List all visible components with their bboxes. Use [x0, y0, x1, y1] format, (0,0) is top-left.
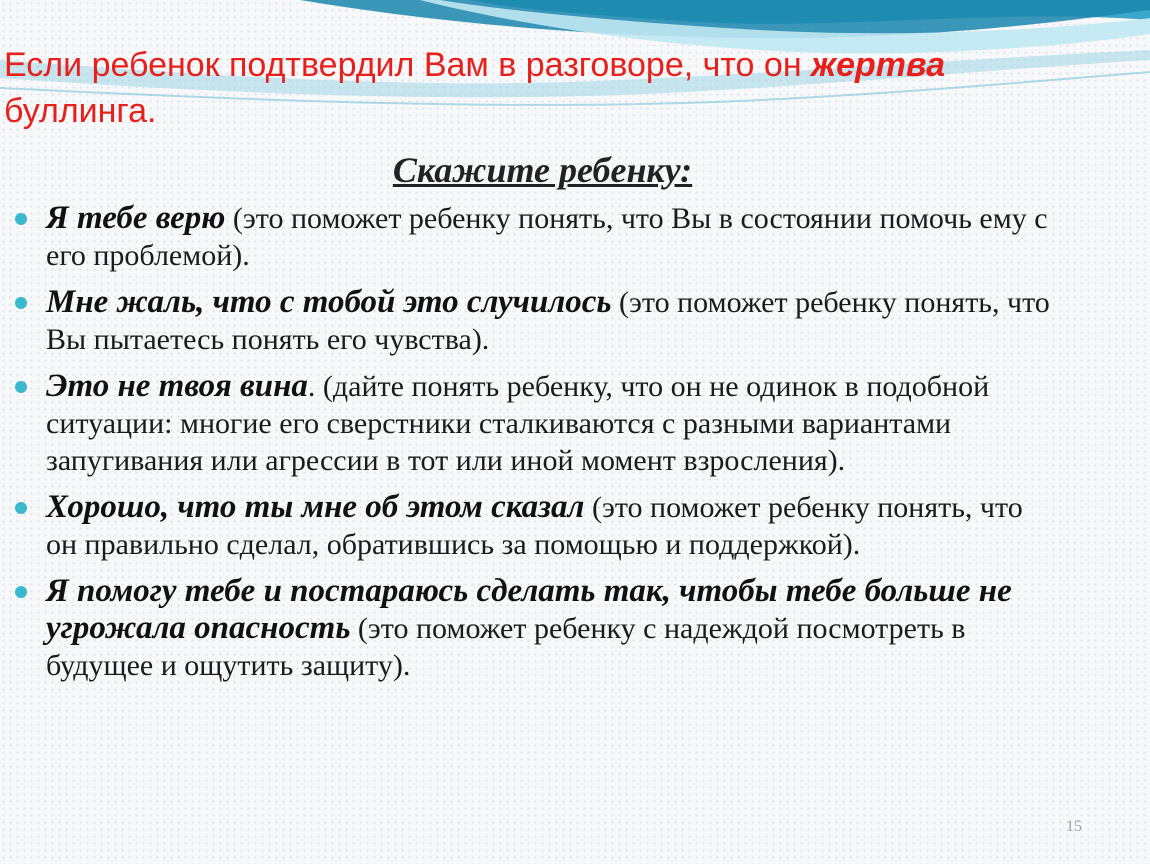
- subtitle: Скажите ребенку:: [392, 150, 693, 190]
- item-phrase: Это не твоя вина: [46, 368, 308, 404]
- bullet-icon: [15, 297, 27, 309]
- page-number: 15: [1066, 818, 1082, 835]
- slide-title: [4, 42, 1004, 134]
- item-explanation: (это поможет ребенку с надеждой посмотреть в будущее и ощутить защиту).: [46, 612, 966, 682]
- title-text: Если ребенок подтвердил Вам в разговоре, что он: [4, 46, 812, 84]
- item-phrase: Хорошо, что ты мне об этом сказал: [46, 489, 585, 525]
- list-item: [0, 284, 1060, 358]
- item-phrase: Мне жаль, что с тобой это случилось: [46, 284, 612, 320]
- bullet-icon: [15, 586, 27, 598]
- item-explanation: (это поможет ребенку понять, что он правильно сделал, обратившись за помощью и поддержкой).: [46, 491, 1023, 561]
- bullet-icon: [15, 381, 27, 393]
- advice-list: [0, 200, 1060, 694]
- title-emphasis: жертва: [811, 46, 945, 84]
- list-item: [0, 489, 1060, 563]
- item-explanation: (это поможет ребенку понять, что Вы пытаетесь понять его чувства).: [46, 286, 1050, 356]
- item-explanation: . (дайте понять ребенку, что он не одинок в подобной ситуации: многие его сверстники сталкиваются с разными вариантами запугивания или агрессии в тот или иной момент взросления).: [46, 370, 990, 477]
- title-text-end: буллинга.: [4, 92, 157, 130]
- item-phrase: Я помогу тебе и постараюсь сделать так, чтобы тебе больше не угрожала опасность: [46, 573, 1012, 646]
- item-phrase: Я тебе верю: [46, 200, 226, 236]
- bullet-icon: [15, 213, 27, 225]
- list-item: [0, 573, 1060, 684]
- item-explanation: (это поможет ребенку понять, что Вы в состоянии помочь ему с его проблемой).: [46, 202, 1048, 272]
- list-item: [0, 368, 1060, 479]
- bullet-icon: [15, 502, 27, 514]
- list-item: [0, 200, 1060, 274]
